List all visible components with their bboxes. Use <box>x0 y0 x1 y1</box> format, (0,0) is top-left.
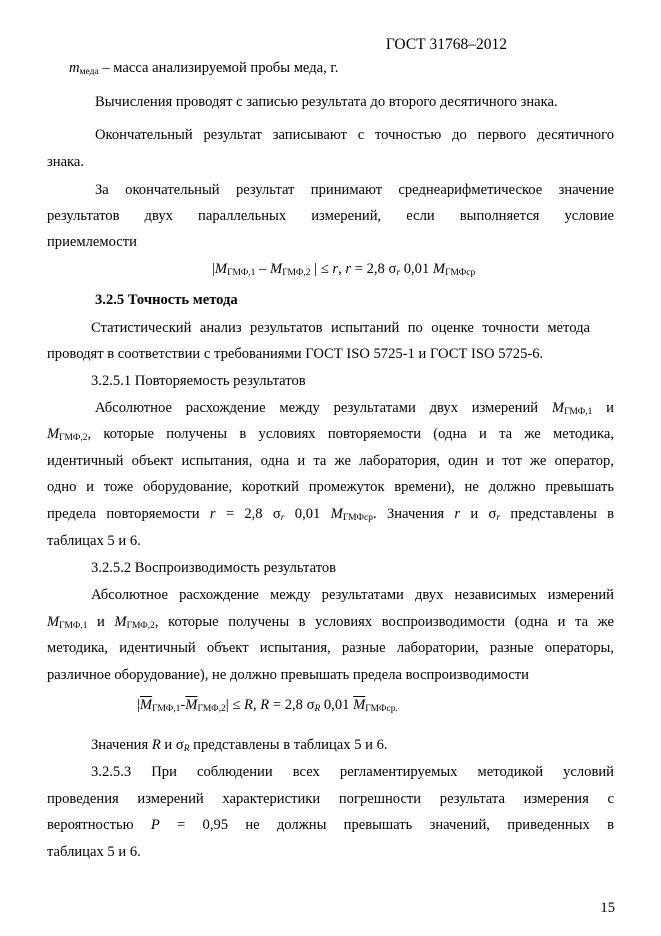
subsection-repeatability-title: 3.2.5.1 Повторяемость результатов <box>91 373 306 389</box>
subsection-reproducibility-title: 3.2.5.2 Воспроизводимость результатов <box>91 560 337 576</box>
paragraph-rep-line6: таблицах 5 и 6. <box>47 533 141 549</box>
paragraph-rep-line2: $M_{ГМФ,2}$, которые получены в условиях повторяемости (одна и та же методика, <box>47 426 614 443</box>
paragraph-stat-line2: проводят в соответствии с требованиями ГОСТ ISO 5725-1 и ГОСТ ISO 5725-6. <box>47 346 544 362</box>
paragraph-mean-line1: За окончательный результат принимают среднеарифметическое значение <box>95 182 614 198</box>
formula-reproducibility: $|\overline{M}_{ГМФ,1}-\overline{M}_{ГМФ,2}| \le R$, R = 2,8 $\sigma_R$ 0,01 $\overline{M}_{ГМФср.}$ <box>137 697 398 714</box>
document-header: ГОСТ 31768–2012 <box>385 36 507 53</box>
section-title: 3.2.5 Точность метода <box>95 292 238 308</box>
paragraph-mean-line2: результатов двух параллельных измерений, если выполняется условие <box>47 208 614 224</box>
paragraph-calculation: Вычисления проводят с записью результата до второго десятичного знака. <box>95 94 558 110</box>
paragraph-conditions-line1: 3.2.5.3 При соблюдении всех регламентируемых методикой условий <box>91 764 614 780</box>
formula-repeatability: $|M_{ГМФ,1} - M_{ГМФ,2}$ | ≤ r, r = 2,8 $\sigma_r$ 0,01 $M_{ГМФср}$ <box>212 261 476 278</box>
paragraph-mean-line3: приемлемости <box>47 234 137 250</box>
paragraph-repro-line2: $M_{ГМФ,1}$ и $M_{ГМФ,2}$, которые получены в условиях воспроизводимости (одна и та же <box>47 614 614 631</box>
paragraph-conditions-line2: проведения измерений характеристики погрешности результата измерения с <box>47 791 614 807</box>
paragraph-final-line1: Окончательный результат записывают с точностью до первого десятичного <box>95 127 614 143</box>
paragraph-stat-line1: Статистический анализ результатов испытаний по оценке точности метода <box>91 320 590 336</box>
paragraph-rep-line3: идентичный объект испытания, одна и та же лаборатория, один и тот же оператор, <box>47 453 614 469</box>
paragraph-rep-line5: предела повторяемости r = 2,8 $\sigma_r$ 0,01 $M_{ГМФср}$. Значения r и $\sigma_r$ представлены в <box>47 506 614 523</box>
variable-definition: $m_{меда}$ – масса анализируемой пробы меда, г. <box>69 60 339 77</box>
paragraph-values: Значения R и $\sigma_R$ представлены в таблицах 5 и 6. <box>91 737 388 754</box>
paragraph-repro-line1: Абсолютное расхождение между результатами двух независимых измерений <box>91 587 614 603</box>
paragraph-rep-line1: Абсолютное расхождение между результатами двух измерений $M_{ГМФ,1}$ и <box>95 400 614 417</box>
page-number: 15 <box>600 900 615 916</box>
paragraph-repro-line4: различное оборудование), не должно превышать предела воспроизводимости <box>47 667 529 683</box>
paragraph-conditions-line3: вероятностью P = 0,95 не должны превышать значений, приведенных в <box>47 817 614 833</box>
paragraph-final-line2: знака. <box>47 154 85 170</box>
paragraph-repro-line3: методика, идентичный объект испытания, разные лаборатории, разные операторы, <box>47 640 614 656</box>
paragraph-conditions-line4: таблицах 5 и 6. <box>47 844 141 860</box>
paragraph-rep-line4: одно и тоже оборудование, короткий промежуток времени), не должно превышать <box>47 479 614 495</box>
